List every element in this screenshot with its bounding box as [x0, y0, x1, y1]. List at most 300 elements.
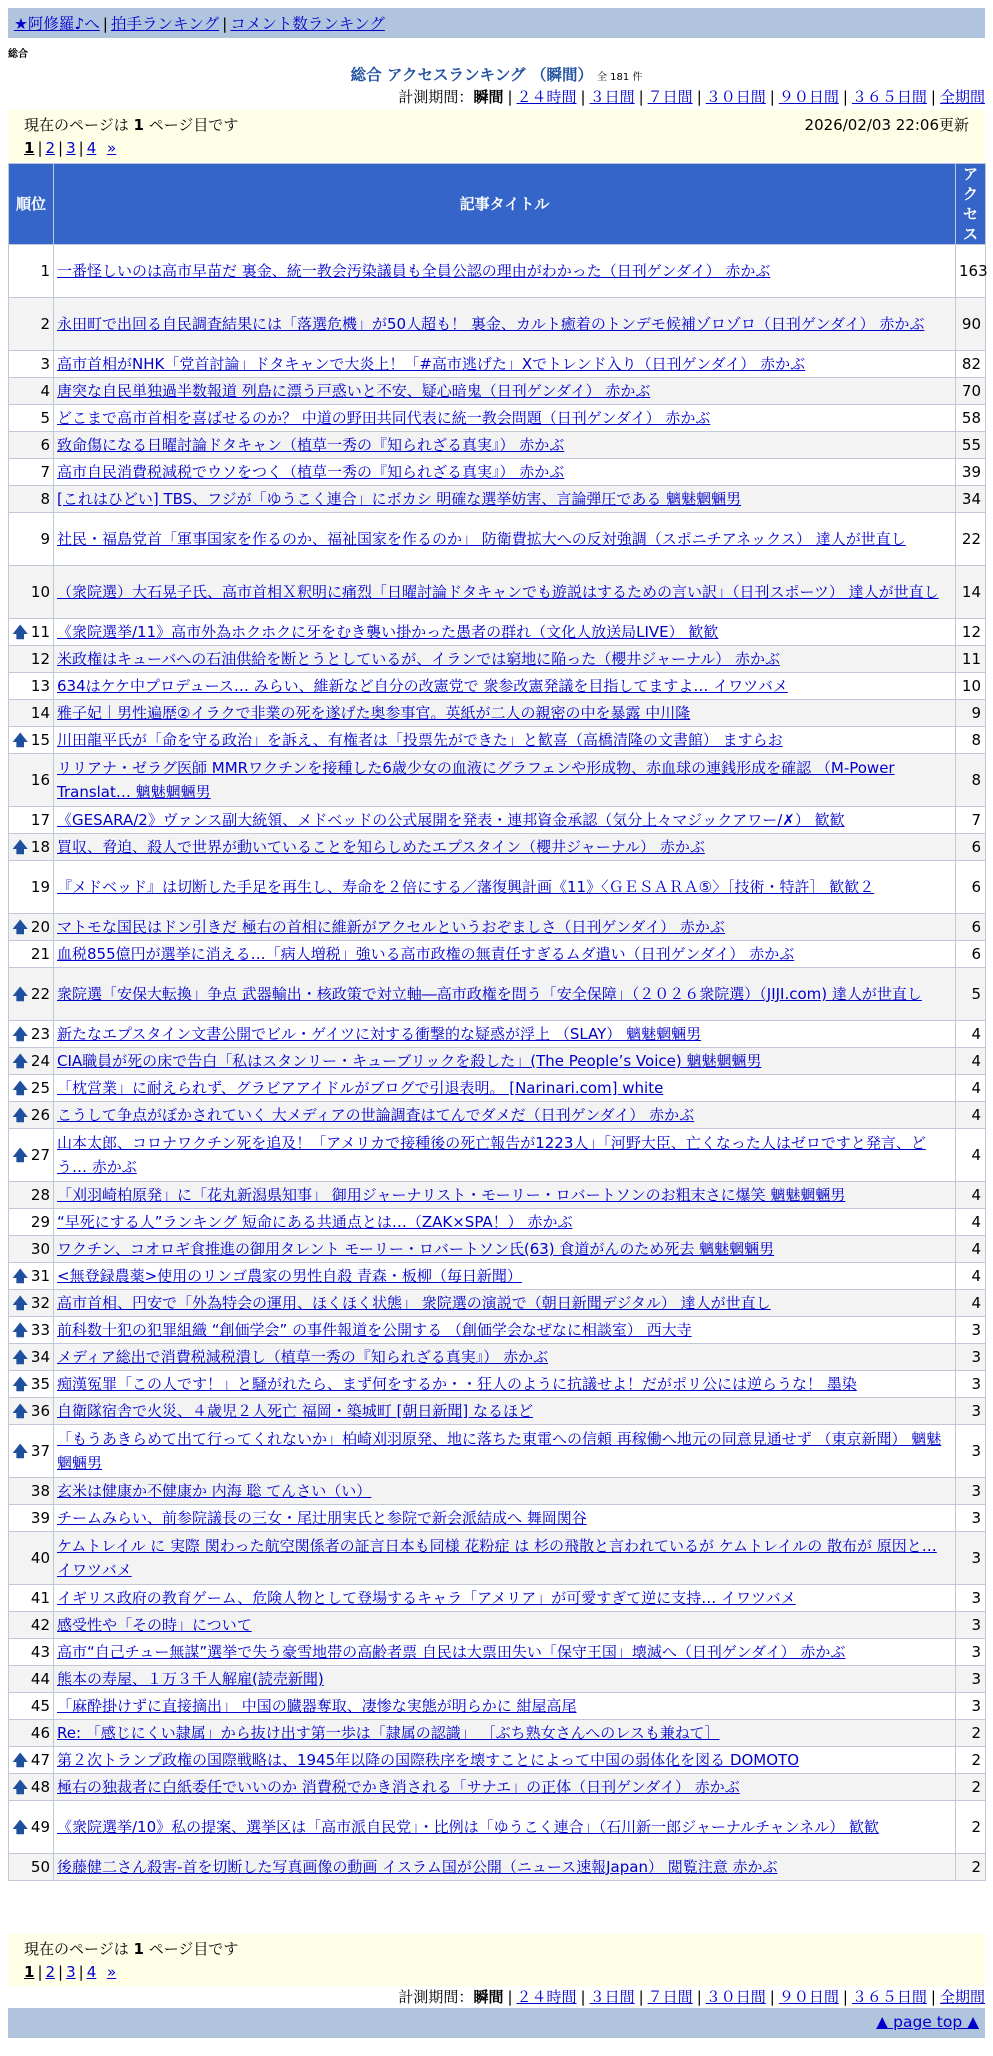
rank-number: 39: [30, 1509, 50, 1527]
table-row: [9, 1666, 986, 1693]
period-option-0[interactable]: ２４時間: [516, 88, 577, 106]
period-separator: |: [507, 88, 513, 106]
period-option-1[interactable]: ３日間: [589, 88, 635, 106]
current-page-suffix: ページ目です: [148, 1940, 239, 1958]
up-arrow-icon: 🡅: [12, 1025, 28, 1043]
table-row: [9, 1209, 986, 1236]
title-cell: [54, 298, 956, 351]
access-count-cell: 14: [956, 566, 986, 619]
rank-cell: [9, 807, 54, 834]
rank-cell: [9, 1505, 54, 1532]
table-row: [9, 1102, 986, 1129]
nav-separator: |: [102, 15, 109, 33]
period-separator: |: [769, 88, 775, 106]
article-title-link[interactable]: CIA職員が死の床で告白「私はスタンリー・キューブリックを殺した」(The People’s Voice) 魑魅魍魎男: [57, 1052, 762, 1070]
title-cell: [54, 1666, 956, 1693]
table-row: [9, 1129, 986, 1182]
title-cell: [54, 405, 956, 432]
rank-number: 38: [30, 1482, 50, 1500]
article-title-link[interactable]: 「枕営業」に耐えられず、グラビアアイドルがブログで引退表明。 [Narinari.com] white: [57, 1079, 664, 1097]
up-arrow-icon: 🡅: [12, 623, 28, 641]
title-cell: [54, 1371, 956, 1398]
rank-number: 1: [40, 262, 50, 280]
table-row: [9, 378, 986, 405]
current-page-prefix: 現在のページは: [24, 1940, 129, 1958]
article-title-link[interactable]: 後藤健二さん殺害-首を切断した写真画像の動画 イスラム国が公開（ニュース速報Japan） 閲覧注意 赤かぶ: [57, 1858, 778, 1876]
article-title-link[interactable]: ケムトレイル に 実際 関わった航空関係者の証言日本も同様 花粉症 は 杉の飛散と言われているが ケムトレイルの 散布が 原因と… イワツバメ: [57, 1537, 937, 1579]
rank-cell: [9, 1317, 54, 1344]
period-option-5[interactable]: ３６５日間: [851, 88, 927, 106]
rank-cell: [9, 914, 54, 941]
rank-cell: [9, 245, 54, 298]
access-count-cell: 3: [956, 1398, 986, 1425]
page-link-current: 1: [24, 139, 35, 157]
access-count-cell: 55: [956, 432, 986, 459]
rank-cell: [9, 1048, 54, 1075]
rank-cell: [9, 1209, 54, 1236]
rank-number: 47: [30, 1751, 50, 1769]
up-arrow-icon: 🡅: [12, 731, 28, 749]
title-cell: [54, 646, 956, 673]
rank-number: 50: [30, 1858, 50, 1876]
rank-number: 24: [30, 1052, 50, 1070]
title-cell: [54, 673, 956, 700]
article-title-link[interactable]: どこまで高市首相を喜ばせるのか？ 中道の野田共同代表に統一教会問題（日刊ゲンダイ） 赤かぶ: [57, 409, 711, 427]
rank-number: 30: [30, 1240, 50, 1258]
title-cell: [54, 914, 956, 941]
title-cell: [54, 1693, 956, 1720]
article-title-link[interactable]: 痴漢冤罪「この人です！」と騒がれたら、まず何をするか・・狂人のように抗議せよ！だがポリ公には逆らうな！ 墨染: [57, 1375, 857, 1393]
rank-cell: [9, 1532, 54, 1585]
page-separator: [99, 139, 104, 157]
period-label: 計測期間：: [398, 1988, 474, 2006]
rank-cell: [9, 1102, 54, 1129]
article-title-link[interactable]: 《衆院選挙/11》高市外為ホクホクに牙をむき襲い掛かった愚者の群れ（文化人放送局LIVE） 歓歓: [57, 623, 719, 641]
rank-number: 22: [30, 985, 50, 1003]
up-arrow-icon: 🡅: [12, 1778, 28, 1796]
article-title-link[interactable]: 《GESARA/2》ヴァンス副大統領、メドベッドの公式展開を発表・連邦資金承認（気分上々マジックアワー/✗） 歓歓: [57, 811, 845, 829]
up-arrow-icon: 🡅: [12, 838, 28, 856]
table-row: [9, 1075, 986, 1102]
rank-column-header: 順位: [9, 164, 54, 245]
rank-number: 46: [30, 1724, 50, 1742]
rank-cell: [9, 1478, 54, 1505]
access-count-cell: 39: [956, 459, 986, 486]
rank-cell: [9, 432, 54, 459]
period-option-4[interactable]: ９０日間: [778, 88, 839, 106]
article-title-link[interactable]: ワクチン、コオロギ食推進の御用タレント モーリー・ロバートソン氏(63) 食道がんのため死去 魑魅魍魎男: [57, 1240, 775, 1258]
page-link-3[interactable]: 3: [66, 1963, 76, 1981]
article-title-link[interactable]: 第２次トランプ政権の国際戦略は、1945年以降の国際秩序を壊すことによって中国の弱体化を図る DOMOTO: [57, 1751, 800, 1769]
rank-number: 5: [40, 409, 50, 427]
rank-cell: [9, 1425, 54, 1478]
page-top-link[interactable]: ▲ page top ▲: [876, 2013, 979, 2031]
page-separator: [99, 1963, 104, 1981]
access-count-cell: 3: [956, 1532, 986, 1585]
period-option-5[interactable]: ３６５日間: [851, 1988, 927, 2006]
period-option-1[interactable]: ３日間: [589, 1988, 635, 2006]
title-cell: [54, 1747, 956, 1774]
current-page-number: 1: [133, 116, 144, 134]
rank-number: 25: [30, 1079, 50, 1097]
rank-number: 13: [30, 677, 50, 695]
title-cell: [54, 1639, 956, 1666]
table-row: [9, 754, 986, 807]
title-column-header: 記事タイトル: [54, 164, 956, 245]
article-title-link[interactable]: 一番怪しいのは高市早苗だ 裏金、統一教会汚染議員も全員公認の理由がわかった（日刊ゲンダイ） 赤かぶ: [57, 262, 771, 280]
article-title-link[interactable]: 高市自民消費税減税でウソをつく（植草一秀の『知られざる真実』） 赤かぶ: [57, 463, 565, 481]
title-cell: [54, 1209, 956, 1236]
rank-cell: [9, 1801, 54, 1854]
title-cell: [54, 1801, 956, 1854]
access-count-cell: 2: [956, 1747, 986, 1774]
period-separator: |: [930, 88, 936, 106]
title-cell: [54, 459, 956, 486]
table-row: [9, 459, 986, 486]
page-separator: |: [58, 1963, 64, 1981]
access-count-cell: 5: [956, 968, 986, 1021]
period-separator: |: [769, 1988, 775, 2006]
title-cell: [54, 1182, 956, 1209]
period-separator: |: [507, 1988, 513, 2006]
access-count-cell: 4: [956, 1209, 986, 1236]
access-count-cell: 2: [956, 1801, 986, 1854]
article-title-link[interactable]: 新たなエプスタイン文書公開でビル・ゲイツに対する衝撃的な疑惑が浮上 （SLAY） 魑魅魍魎男: [57, 1025, 702, 1043]
table-row: [9, 1505, 986, 1532]
article-title-link[interactable]: （衆院選）大石晃子氏、高市首相Ｘ釈明に痛烈「日曜討論ドタキャンでも遊説はするための言い訳」（日刊スポーツ） 達人が世直し: [57, 583, 939, 601]
title-cell: [54, 378, 956, 405]
up-arrow-icon: 🡅: [12, 1267, 28, 1285]
rank-number: 20: [30, 918, 50, 936]
total-count: 全 181 件: [596, 72, 643, 83]
title-cell: [54, 1505, 956, 1532]
up-arrow-icon: 🡅: [12, 1294, 28, 1312]
table-row: [9, 1182, 986, 1209]
rank-number: 18: [30, 838, 50, 856]
up-arrow-icon: 🡅: [12, 1375, 28, 1393]
rank-number: 9: [40, 530, 50, 548]
article-title-link[interactable]: こうして争点がぼかされていく 大メディアの世論調査はてんでダメだ（日刊ゲンダイ） 赤かぶ: [57, 1106, 695, 1124]
table-row: [9, 245, 986, 298]
up-arrow-icon: 🡅: [12, 1751, 28, 1769]
period-separator: |: [638, 88, 644, 106]
article-title-link[interactable]: 「刈羽崎柏原発」に「花丸新潟県知事」 御用ジャーナリスト・モーリー・ロバートソンのお粗末さに爆笑 魑魅魍魎男: [57, 1186, 846, 1204]
article-title-link[interactable]: 自衛隊宿舎で火災、４歳児２人死亡 福岡・築城町 [朝日新聞] なるほど: [57, 1402, 534, 1420]
rank-cell: [9, 1129, 54, 1182]
access-count-cell: 4: [956, 1290, 986, 1317]
rank-cell: [9, 298, 54, 351]
rank-number: 45: [30, 1697, 50, 1715]
rank-cell: [9, 486, 54, 513]
table-row: [9, 1290, 986, 1317]
period-option-2[interactable]: ７日間: [647, 88, 693, 106]
rank-cell: [9, 1854, 54, 1881]
title-cell: [54, 1425, 956, 1478]
title-cell: [54, 1129, 956, 1182]
access-count-cell: 3: [956, 1371, 986, 1398]
rank-number: 43: [30, 1643, 50, 1661]
access-count-cell: 3: [956, 1317, 986, 1344]
title-cell: [54, 754, 956, 807]
table-row: [9, 1425, 986, 1478]
article-title-link[interactable]: 川田龍平氏が「命を守る政治」を訴え、有権者は「投票先ができた」と歓喜（高橋清隆の文書館） ますらお: [57, 731, 783, 749]
article-title-link[interactable]: 社民・福島党首「軍事国家を作るのか、福祉国家を作るのか」 防衛費拡大への反対強調（スポニチアネックス） 達人が世直し: [57, 530, 906, 548]
title-cell: [54, 727, 956, 754]
rank-number: 10: [30, 583, 50, 601]
rank-cell: [9, 513, 54, 566]
period-separator: |: [930, 1988, 936, 2006]
rank-number: 29: [30, 1213, 50, 1231]
title-cell: [54, 619, 956, 646]
updated-timestamp: 2026/02/03 22:06更新: [804, 116, 969, 134]
article-title-link[interactable]: 米政権はキューバへの石油供給を断とうとしているが、イランでは窮地に陥った（櫻井ジャーナル） 赤かぶ: [57, 650, 780, 668]
article-title-link[interactable]: 高市首相がNHK「党首討論」ドタキャンで大炎上！「#高市逃げた」Xでトレンド入り（日刊ゲンダイ） 赤かぶ: [57, 355, 806, 373]
article-title-link[interactable]: 「麻酔掛けずに直接摘出」 中国の臓器奪取、凄惨な実態が明らかに 紺屋高尾: [57, 1697, 577, 1715]
access-count-cell: 90: [956, 298, 986, 351]
title-cell: [54, 1290, 956, 1317]
next-page-link[interactable]: »: [107, 139, 117, 157]
period-separator: |: [580, 88, 586, 106]
article-title-link[interactable]: 致命傷になる日曜討論ドタキャン（植草一秀の『知られざる真実』） 赤かぶ: [57, 436, 565, 454]
article-title-link[interactable]: 買収、脅迫、殺人で世界が動いていることを知らしめたエプスタイン（櫻井ジャーナル） 赤かぶ: [57, 838, 705, 856]
period-option-0[interactable]: ２４時間: [516, 1988, 577, 2006]
rank-cell: [9, 378, 54, 405]
rank-number: 21: [30, 945, 50, 963]
access-count-cell: 3: [956, 1612, 986, 1639]
next-page-link[interactable]: »: [107, 1963, 117, 1981]
rank-number: 48: [30, 1778, 50, 1796]
title-cell: [54, 1774, 956, 1801]
rank-number: 49: [30, 1818, 50, 1836]
page-links: [24, 139, 969, 157]
page-link-2[interactable]: 2: [45, 1963, 56, 1981]
rank-number: 6: [40, 436, 50, 454]
table-row: [9, 1048, 986, 1075]
rank-cell: [9, 1612, 54, 1639]
rank-number: 8: [40, 490, 50, 508]
article-title-link[interactable]: <無登録農薬>使用のリンゴ農家の男性自殺 青森・板柳（毎日新聞）: [57, 1267, 522, 1285]
period-separator: |: [842, 1988, 848, 2006]
access-count-cell: 82: [956, 351, 986, 378]
title-cell: [54, 807, 956, 834]
page-link-3[interactable]: 3: [66, 139, 76, 157]
rank-number: 33: [30, 1321, 50, 1339]
title-cell: [54, 1585, 956, 1612]
title-cell: [54, 432, 956, 459]
access-count-cell: 4: [956, 1263, 986, 1290]
rank-cell: [9, 1290, 54, 1317]
rank-cell: [9, 834, 54, 861]
rank-cell: [9, 619, 54, 646]
page-separator: |: [78, 1963, 84, 1981]
pager-bottom: [8, 1934, 985, 1986]
rank-number: 12: [30, 650, 50, 668]
period-option-4[interactable]: ９０日間: [778, 1988, 839, 2006]
period-option-6[interactable]: 全期間: [939, 1988, 985, 2006]
article-title-link[interactable]: 高市“自己チュー無謀”選挙で失う豪雪地帯の高齢者票 自民は大票田失い「保守王国」壊滅へ（日刊ゲンダイ） 赤かぶ: [57, 1643, 846, 1661]
access-count-cell: 70: [956, 378, 986, 405]
article-title-link[interactable]: 極右の独裁者に白紙委任でいいのか 消費税でかき消される「サナエ」の正体（日刊ゲンダイ） 赤かぶ: [57, 1778, 740, 1796]
rank-cell: [9, 405, 54, 432]
table-row: [9, 673, 986, 700]
current-page-number: 1: [133, 1940, 144, 1958]
table-row: [9, 1639, 986, 1666]
title-cell: [54, 351, 956, 378]
page-link-4[interactable]: 4: [86, 139, 97, 157]
page-link-4[interactable]: 4: [86, 1963, 97, 1981]
title-cell: [54, 941, 956, 968]
title-cell: [54, 513, 956, 566]
article-title-link[interactable]: 「もうあきらめて出て行ってくれないか」柏崎刈羽原発、地に落ちた東電への信頼 再稼働へ地元の同意見通せず （東京新聞） 魑魅魍魎男: [57, 1430, 942, 1472]
access-count-cell: 8: [956, 754, 986, 807]
article-title-link[interactable]: 高市首相、円安で「外為特会の運用、ほくほく状態」 衆院選の演説で（朝日新聞デジタル） 達人が世直し: [57, 1294, 771, 1312]
pager-top: [8, 110, 985, 162]
article-title-link[interactable]: イギリス政府の教育ゲーム、危険人物として登場するキャラ「アメリア」が可愛すぎて逆に支持… イワツバメ: [57, 1589, 796, 1607]
up-arrow-icon: 🡅: [12, 1348, 28, 1366]
period-selector-bottom: [398, 1986, 985, 2007]
title-cell: [54, 1048, 956, 1075]
article-title-link[interactable]: 山本太郎、コロナワクチン死を追及！「アメリカで接種後の死亡報告が1223人」「河野大臣、亡くなった人はゼロですと発言、どう… 赤かぶ: [57, 1134, 926, 1176]
current-page-text: [24, 114, 238, 136]
table-row: [9, 486, 986, 513]
access-count-cell: 163: [956, 245, 986, 298]
up-arrow-icon: 🡅: [12, 918, 28, 936]
access-count-cell: 12: [956, 619, 986, 646]
rank-cell: [9, 727, 54, 754]
table-row: [9, 727, 986, 754]
article-title-link[interactable]: 前科数十犯の犯罪組織 “創価学会” の事件報道を公開する （創価学会なぜなに相談室） 西大寺: [57, 1321, 692, 1339]
comment-ranking-link[interactable]: コメント数ランキング: [230, 15, 385, 33]
up-arrow-icon: 🡅: [12, 985, 28, 1003]
home-link[interactable]: ★阿修羅♪へ: [14, 15, 100, 33]
table-row: [9, 432, 986, 459]
article-title-link[interactable]: “早死にする人”ランキング 短命にある共通点とは…（ZAK×SPA！） 赤かぶ: [57, 1213, 573, 1231]
title-cell: [54, 1021, 956, 1048]
rank-cell: [9, 1182, 54, 1209]
article-title-link[interactable]: 熊本の寿屋、１万３千人解雇(読売新聞): [57, 1670, 324, 1688]
up-arrow-icon: 🡅: [12, 1442, 28, 1460]
article-title-link[interactable]: メディア総出で消費税減税潰し（植草一秀の『知られざる真実』） 赤かぶ: [57, 1348, 549, 1366]
bottom-bar: [8, 2008, 985, 2038]
access-count-cell: 22: [956, 513, 986, 566]
rank-cell: [9, 1639, 54, 1666]
title-cell: [54, 1612, 956, 1639]
access-count-cell: 6: [956, 861, 986, 914]
table-row: [9, 861, 986, 914]
page-link-2[interactable]: 2: [45, 139, 56, 157]
article-title-link[interactable]: [これはひどい] TBS、フジが「ゆうこく連合」にボカシ 明確な選挙妨害、言論弾圧である 魑魅魍魎男: [57, 490, 742, 508]
access-count-cell: 3: [956, 1505, 986, 1532]
article-title-link[interactable]: 玄米は健康か不健康か 内海 聡 てんさい（い）: [57, 1482, 372, 1500]
access-count-cell: 2: [956, 1854, 986, 1881]
article-title-link[interactable]: 『メドベッド』は切断した手足を再生し、寿命を２倍にする／藩復興計画《11》〈ＧＥＳＡＲＡ⑤〉［技術・特許］ 歓歓２: [57, 878, 875, 896]
access-count-cell: 2: [956, 1774, 986, 1801]
table-row: [9, 566, 986, 619]
rank-cell: [9, 861, 54, 914]
page-separator: |: [58, 139, 64, 157]
article-title-link[interactable]: 衆院選「安保大転換」争点 武器輸出・核政策で対立軸―高市政権を問う「安全保障」（２０２６衆院選）（JIJI.com) 達人が世直し: [57, 985, 922, 1003]
table-row: [9, 1612, 986, 1639]
table-row: [9, 1398, 986, 1425]
article-title-link[interactable]: Re: 「感じにくい隷属」から抜け出す第一歩は「隷属の認識」 ［ぶち熟女さんへのレスも兼ねて］: [57, 1724, 720, 1742]
access-count-cell: 4: [956, 1021, 986, 1048]
period-separator: |: [638, 1988, 644, 2006]
access-count-cell: 6: [956, 834, 986, 861]
up-arrow-icon: 🡅: [12, 1079, 28, 1097]
article-title-link[interactable]: マトモな国民はドン引きだ 極右の首相に維新がアクセルというおぞましさ（日刊ゲンダイ） 赤かぶ: [57, 918, 725, 936]
access-count-cell: 58: [956, 405, 986, 432]
rank-cell: [9, 700, 54, 727]
rank-cell: [9, 1021, 54, 1048]
rank-number: 11: [30, 623, 50, 641]
table-row: [9, 1021, 986, 1048]
article-title-link[interactable]: チームみらい、前参院議長の三女・尾辻朋実氏と参院で新会派結成へ 舞岡関谷: [57, 1509, 587, 1527]
period-option-2[interactable]: ７日間: [647, 1988, 693, 2006]
period-option-3[interactable]: ３０日間: [705, 1988, 766, 2006]
rank-cell: [9, 1398, 54, 1425]
pager-status-row: [24, 1938, 969, 1960]
article-title-link[interactable]: 《衆院選挙/10》私の提案、選挙区は「高市派自民党」・比例は「ゆうこく連合」（石川新一郎ジャーナルチャンネル） 歓歓: [57, 1818, 879, 1836]
rank-cell: [9, 1344, 54, 1371]
current-page-text: [24, 1938, 238, 1960]
period-selector-top: [398, 86, 985, 107]
table-row: [9, 1263, 986, 1290]
rank-number: 19: [30, 878, 50, 896]
title-cell: [54, 861, 956, 914]
period-separator: |: [696, 88, 702, 106]
table-row: [9, 1532, 986, 1585]
article-title-link[interactable]: 雅子妃｜男性遍歴②イラクで非業の死を遂げた奥参事官。英紙が二人の親密の中を暴露 中川隆: [57, 704, 691, 722]
rank-cell: [9, 1075, 54, 1102]
article-title-link[interactable]: 感受性や「その時」について: [57, 1616, 252, 1634]
table-row: [9, 619, 986, 646]
up-arrow-icon: 🡅: [12, 1321, 28, 1339]
title-cell: [54, 1344, 956, 1371]
table-row: [9, 1478, 986, 1505]
article-title-link[interactable]: リリアナ・ゼラグ医師 MMRワクチンを接種した6歳少女の血液にグラフェンや形成物、赤血球の連銭形成を確認 （M-Power Translat… 魑魅魍魎男: [57, 759, 895, 801]
table-row: [9, 646, 986, 673]
rank-cell: [9, 1693, 54, 1720]
article-title-link[interactable]: 永田町で出回る自民調査結果には「落選危機」が50人超も！ 裏金、カルト癒着のトンデモ候補ゾロゾロ（日刊ゲンダイ） 赤かぶ: [57, 315, 925, 333]
period-option-6[interactable]: 全期間: [939, 88, 985, 106]
title-cell: [54, 834, 956, 861]
table-row: [9, 298, 986, 351]
rank-cell: [9, 459, 54, 486]
access-count-cell: 4: [956, 1129, 986, 1182]
article-title-link[interactable]: 634はケケ中プロデュース… みらい、維新など自分の改憲党で 衆参改憲発議を目指してますよ… イワツバメ: [57, 677, 788, 695]
title-cell: [54, 1075, 956, 1102]
access-count-cell: 4: [956, 1236, 986, 1263]
nav-separator: |: [222, 15, 228, 33]
rank-cell: [9, 1236, 54, 1263]
pager-status-row: [24, 114, 969, 136]
clap-ranking-link[interactable]: 拍手ランキング: [111, 15, 220, 33]
title-cell: [54, 1236, 956, 1263]
article-title-link[interactable]: 血税855億円が選挙に消える…「病人増税」強いる高市政権の無責任すぎるムダ遣い（日刊ゲンダイ） 赤かぶ: [57, 945, 795, 963]
table-row: [9, 1801, 986, 1854]
rank-number: 28: [30, 1186, 50, 1204]
period-option-3[interactable]: ３０日間: [705, 88, 766, 106]
rank-cell: [9, 968, 54, 1021]
table-row: [9, 1344, 986, 1371]
rank-number: 4: [40, 382, 50, 400]
rank-cell: [9, 941, 54, 968]
ranking-table-body: [9, 245, 986, 1881]
access-count-cell: 10: [956, 673, 986, 700]
article-title-link[interactable]: 唐突な自民単独過半数報道 列島に漂う戸惑いと不安、疑心暗鬼（日刊ゲンダイ） 赤かぶ: [57, 382, 651, 400]
table-row: [9, 513, 986, 566]
access-count-cell: 8: [956, 727, 986, 754]
